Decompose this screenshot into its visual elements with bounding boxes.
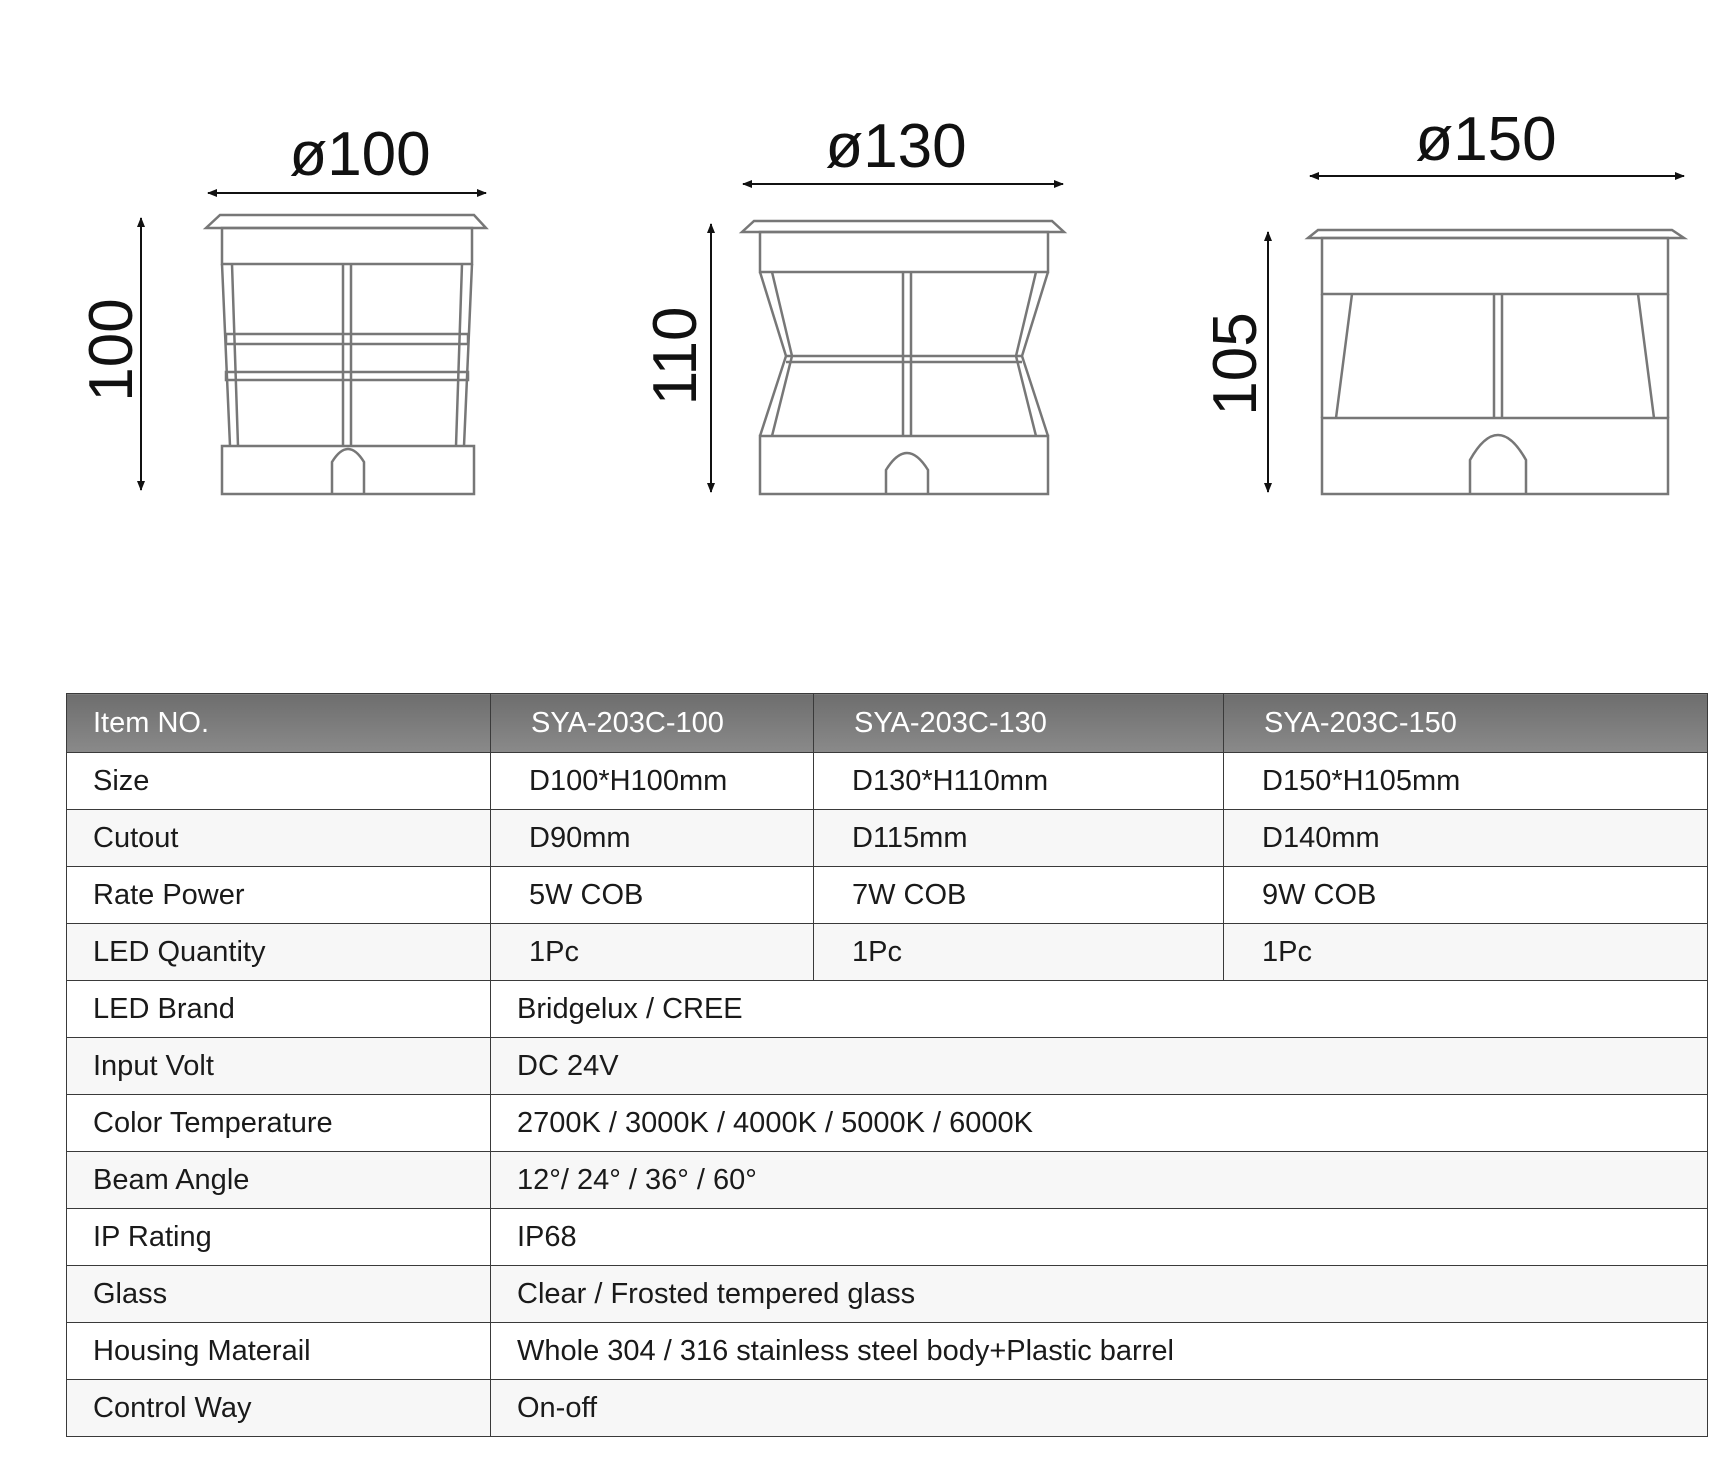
cell-value: On-off (491, 1380, 1708, 1437)
row-label: Glass (67, 1266, 491, 1323)
table-row (67, 1209, 1708, 1266)
cell-value: 1Pc (491, 924, 814, 981)
table-header-row (67, 694, 1708, 753)
header-item-no: Item NO. (67, 694, 491, 753)
cell-value: 1Pc (814, 924, 1224, 981)
row-label: Beam Angle (67, 1152, 491, 1209)
drawing-100 (77, 120, 486, 494)
row-label: Size (67, 753, 491, 810)
cell-value: 9W COB (1224, 867, 1708, 924)
cell-value: D115mm (814, 810, 1224, 867)
cell-value: 7W COB (814, 867, 1224, 924)
row-label: IP Rating (67, 1209, 491, 1266)
row-label: LED Brand (67, 981, 491, 1038)
row-label: LED Quantity (67, 924, 491, 981)
header-model-150: SYA-203C-150 (1224, 694, 1708, 753)
cell-value: 2700K / 3000K / 4000K / 5000K / 6000K (491, 1095, 1708, 1152)
cell-value: DC 24V (491, 1038, 1708, 1095)
table-row (67, 1323, 1708, 1380)
table-row (67, 981, 1708, 1038)
row-label: Housing Materail (67, 1323, 491, 1380)
cell-value: 12°/ 24° / 36° / 60° (491, 1152, 1708, 1209)
diameter-label: ø130 (825, 112, 967, 181)
table-row (67, 924, 1708, 981)
table-row (67, 867, 1708, 924)
table-row (67, 1038, 1708, 1095)
cell-value: D100*H100mm (491, 753, 814, 810)
cell-value: Whole 304 / 316 stainless steel body+Plastic barrel (491, 1323, 1708, 1380)
cell-value: D130*H110mm (814, 753, 1224, 810)
table-row (67, 810, 1708, 867)
cell-value: D90mm (491, 810, 814, 867)
row-label: Rate Power (67, 867, 491, 924)
diameter-label: ø150 (1415, 105, 1557, 174)
cell-value: 1Pc (1224, 924, 1708, 981)
diameter-label: ø100 (289, 120, 431, 189)
row-label: Cutout (67, 810, 491, 867)
row-label: Color Temperature (67, 1095, 491, 1152)
row-label: Input Volt (67, 1038, 491, 1095)
cell-value: 5W COB (491, 867, 814, 924)
cell-value: Clear / Frosted tempered glass (491, 1266, 1708, 1323)
cell-value: IP68 (491, 1209, 1708, 1266)
spec-table (66, 693, 1708, 1437)
table-row (67, 1095, 1708, 1152)
cable-notch (886, 453, 928, 494)
table-row (67, 753, 1708, 810)
table-row (67, 1380, 1708, 1437)
drawing-130 (641, 112, 1064, 494)
flange (206, 215, 486, 228)
cable-notch (332, 449, 364, 494)
technical-drawings (0, 0, 1716, 660)
cell-value: D150*H105mm (1224, 753, 1708, 810)
height-label: 105 (1201, 312, 1270, 416)
header-model-100: SYA-203C-100 (491, 694, 814, 753)
row-label: Control Way (67, 1380, 491, 1437)
cable-notch (1470, 435, 1526, 494)
header-model-130: SYA-203C-130 (814, 694, 1224, 753)
flange (742, 221, 1064, 232)
table-row (67, 1266, 1708, 1323)
table-row (67, 1152, 1708, 1209)
drawing-150 (1201, 105, 1684, 494)
cell-value: D140mm (1224, 810, 1708, 867)
height-label: 110 (641, 306, 710, 406)
height-label: 100 (77, 298, 146, 402)
cell-value: Bridgelux / CREE (491, 981, 1708, 1038)
